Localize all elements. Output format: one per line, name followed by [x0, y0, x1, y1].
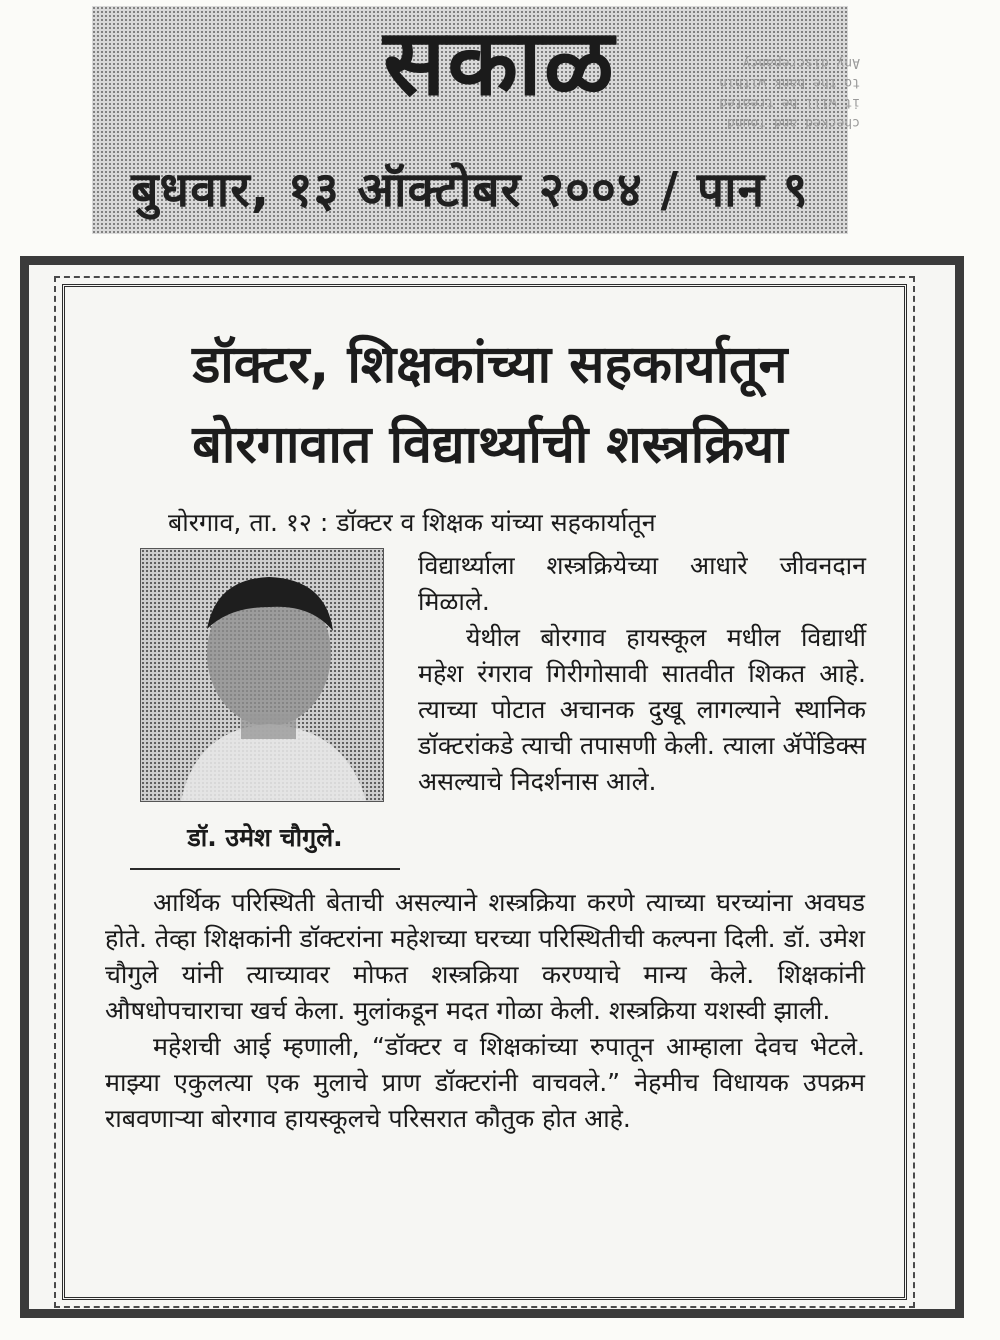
paragraph-4: महेशची आई म्हणाली, “डॉक्टर व शिक्षकांच्या रुपातून आम्हाला देवच भेटले. माझ्या एकुलत्या एक मुलाचे प्राण डॉक्टरांनी वाचवले.” नेहमीच विधायक उपक्रम राबवणाऱ्या बोरगाव हायस्कूलचे परिसरात कौतुक होत आहे. — [105, 1032, 865, 1133]
portrait-photo — [140, 548, 384, 802]
portrait-figure — [141, 549, 383, 801]
date-line: बुधवार, १३ ऑक्टोबर २००४ / पान ९ — [131, 162, 809, 218]
headline — [110, 325, 870, 485]
newspaper-name: सकाळ — [383, 9, 616, 116]
dateline: बोरगाव, ता. १२ : — [168, 508, 329, 537]
bleed-line: to the bank within — [719, 75, 860, 90]
caption-divider — [130, 868, 400, 870]
bleed-line: it will be treated — [719, 95, 860, 110]
article-body-full — [105, 885, 865, 1137]
bleed-line: Any discrepancy — [742, 55, 860, 70]
masthead-logo-area — [247, 0, 752, 140]
lead-line — [168, 505, 868, 541]
paragraph-3: आर्थिक परिस्थिती बेताची असल्याने शस्त्रक्रिया करणे त्याच्या घरच्यांना अवघड होते. तेव्हा शिक्षकांनी डॉक्टरांना महेशच्या घरच्या परिस्थितीची कल्पना दिली. डॉ. उमेश चौगुले यांनी त्याच्यावर मोफत शस्त्रक्रिया करण्याचे मान्य केले. शिक्षकांनी औषधोपचाराचा खर्च केला. मुलांकडून मदत गोळा केली. शस्त्रक्रिया यशस्वी झाली. — [105, 888, 865, 1025]
paragraph-2: येथील बोरगाव हायस्कूल मधील विद्यार्थी महेश रंगराव गिरीगोसावी सातवीत शिकत आहे. त्याच्या पोटात अचानक दुखू लागल्याने स्थानिक डॉक्टरांकडे त्याची तपासणी केली. त्याला ॲपेंडिक्स असल्याचे निदर्शनास आले. — [418, 623, 866, 796]
article-column-right — [418, 548, 866, 800]
lead-text: डॉक्टर व शिक्षक यांच्या सहकार्यातून — [336, 508, 656, 537]
headline-line-2: बोरगावात विद्यार्थ्याची शस्त्रक्रिया — [192, 415, 788, 475]
headline-line-1: डॉक्टर, शिक्षकांच्या सहकार्यातून — [192, 335, 788, 395]
bleed-line: checked and found — [726, 115, 860, 130]
photo-caption: डॉ. उमेश चौगुले. — [187, 823, 343, 852]
paragraph-1-continued: विद्यार्थ्याला शस्त्रक्रियेच्या आधारे जीवनदान मिळाले. — [418, 551, 866, 616]
